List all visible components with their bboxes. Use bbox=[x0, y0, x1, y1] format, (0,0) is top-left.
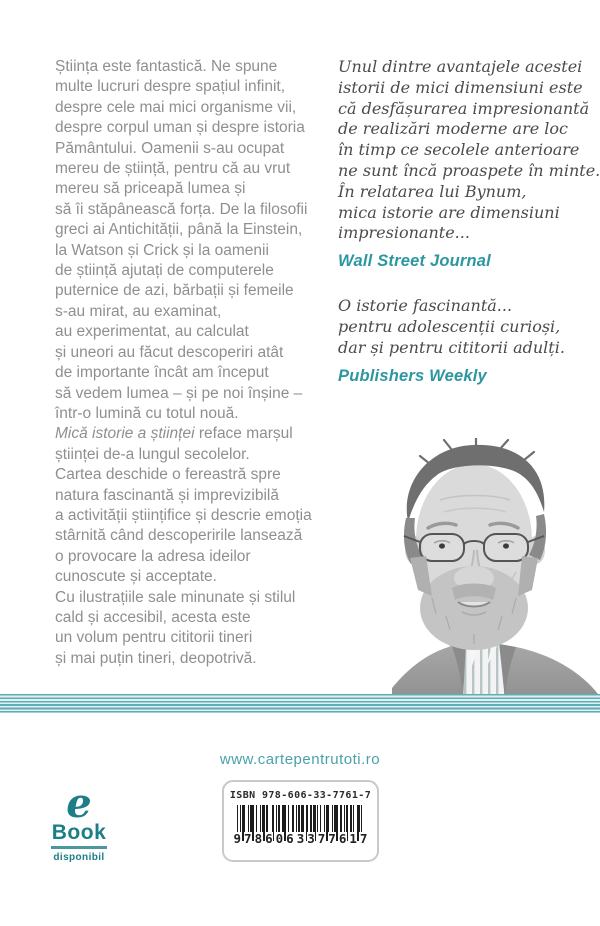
body-line: s-au mirat, au examinat, bbox=[55, 302, 222, 320]
body-line: mereu de știință, pentru că au vrut bbox=[55, 160, 291, 178]
body-line: au experimentat, au calculat bbox=[55, 323, 249, 341]
body-line: Cartea deschide o fereastră spre bbox=[55, 466, 281, 484]
decorative-stripes bbox=[0, 694, 600, 713]
author-portrait-illustration bbox=[392, 438, 600, 700]
body-line: stârnită când descoperirile lansează bbox=[55, 527, 303, 545]
body-line: să vedem lumea – și pe noi înșine – bbox=[55, 384, 303, 402]
quote-line: dar și pentru cititorii adulți. bbox=[338, 337, 565, 357]
body-line: Cu ilustrațiile sale minunate și stilul bbox=[55, 588, 296, 606]
body-line: de știință ajutați de computerele bbox=[55, 262, 274, 280]
quote-line: de realizări moderne are loc bbox=[338, 119, 568, 139]
quote-text bbox=[338, 296, 590, 358]
body-line: și uneori au făcut descoperiri atât bbox=[55, 343, 284, 361]
quote-line: ne sunt încă proaspete în minte. bbox=[338, 160, 600, 180]
publisher-website: www.cartepentrutoti.ro bbox=[219, 751, 381, 768]
left-column bbox=[55, 57, 345, 669]
body-line: și mai puțin tineri, deopotrivă. bbox=[55, 649, 257, 667]
body-line: natura fascinantă și imprevizibilă bbox=[55, 486, 279, 504]
barcode bbox=[222, 780, 379, 862]
body-line: mereu să priceapă lumea și bbox=[55, 180, 246, 198]
body-line: Știința este fantastică. Ne spune bbox=[55, 58, 278, 75]
body-line: de importante încât am început bbox=[55, 364, 269, 382]
quote-line: că desfășurarea impresionantă bbox=[338, 98, 590, 118]
body-line: multe lucruri despre spațiul infinit, bbox=[55, 78, 286, 96]
quote-line: Unul dintre avantajele acestei bbox=[338, 57, 583, 76]
body-line: greci ai Antichității, până la Einstein, bbox=[55, 221, 303, 239]
quote-line: în timp ce secolele anterioare bbox=[338, 140, 580, 160]
quote-text bbox=[338, 57, 600, 244]
body-line: puternice de azi, bărbații și femeile bbox=[55, 282, 294, 300]
body-line: Pământului. Oamenii s-au ocupat bbox=[55, 139, 285, 157]
ebook-divider bbox=[51, 846, 107, 849]
ebook-available-label: disponibil bbox=[53, 851, 105, 863]
author-photo bbox=[392, 438, 600, 700]
body-line: științei de-a lungul secolelor. bbox=[55, 445, 250, 463]
quote-block bbox=[338, 296, 590, 385]
body-line: la Watson și Crick și la oamenii bbox=[55, 241, 269, 259]
body-line: cunoscute și acceptate. bbox=[55, 568, 217, 586]
body-line: o provocare la adresa ideilor bbox=[55, 547, 251, 565]
body-line: despre cele mai mici organisme vii, bbox=[55, 98, 297, 116]
body-line: despre corpul uman și despre istoria bbox=[55, 119, 305, 137]
quote-line: mica istorie are dimensiuni bbox=[338, 202, 560, 222]
body-line: un volum pentru cititorii tineri bbox=[55, 629, 253, 647]
quote-line: O istorie fascinantă... bbox=[338, 296, 513, 316]
quote-source: Publishers Weekly bbox=[338, 366, 487, 385]
quote-line: În relatarea lui Bynum, bbox=[338, 181, 527, 201]
body-line: a activității științifice și descrie emoția bbox=[55, 506, 312, 524]
body-line: cald și accesibil, acesta este bbox=[55, 608, 251, 626]
body-line: să îi stăpânească forța. De la filosofii bbox=[55, 200, 308, 218]
quote-line: impresionante... bbox=[338, 223, 470, 243]
ebook-word: Book bbox=[51, 821, 107, 844]
quote-source: Wall Street Journal bbox=[338, 252, 491, 271]
ebook-e-icon: e bbox=[66, 780, 92, 827]
ebook-logo bbox=[48, 780, 110, 863]
barcode-digits: 9 7 8 6 0 6 3 3 7 7 6 1 7 bbox=[233, 831, 368, 846]
press-quotes bbox=[338, 57, 600, 386]
body-line: într-o lumină cu totul nouă. bbox=[55, 404, 239, 422]
body-line: Mică istorie a științei reface marșul bbox=[55, 425, 293, 443]
quote-line: istorii de mici dimensiuni este bbox=[338, 77, 583, 97]
quote-block bbox=[338, 57, 600, 271]
quote-line: pentru adolescenții curioși, bbox=[338, 316, 561, 336]
isbn-label: ISBN 978-606-33-7761-7 bbox=[229, 790, 372, 801]
